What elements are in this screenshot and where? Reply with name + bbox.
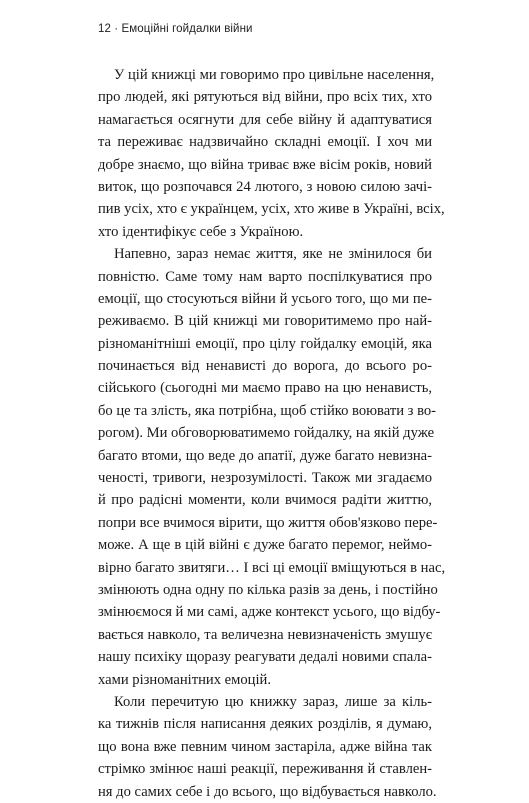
text-line: ня до самих себе і до всього, що відбувається навколо. (98, 783, 437, 800)
text-line: різноманітніші емоції, про цілу гойдалку емоцій, яка (98, 335, 432, 352)
text-line: змінюють одна одну по кілька разів за день, і постійно (98, 581, 438, 598)
text-line: реживаємо. В цій книжці ми говоритимемо про най- (98, 313, 432, 330)
text-line: бо це та злість, яка потрібна, щоб стійко воювати з во- (98, 402, 437, 419)
text-line: хами різноманітних емоцій. (98, 671, 271, 688)
text-line: нашу психіку щоразу реагувати дедалі новими спала- (98, 649, 432, 666)
text-line: сійського (сьогодні ми маємо право на цю ненависть, (98, 380, 432, 397)
text-line: добре знаємо, що війна триває вже вісім років, новий (98, 156, 432, 173)
text-line: Напевно, зараз немає життя, яке не змінилося би (114, 246, 432, 263)
text-line: вірно багато звитяги… І всі ці емоції вміщуються в нас, (98, 559, 446, 576)
text-line: ченості, тривоги, незрозумілості. Також ми згадаємо (98, 470, 432, 487)
text-line: може. А ще в цій війні є дуже багато перемог, неймо- (98, 537, 432, 554)
paragraph (98, 243, 446, 691)
text-line: попри все вчимося вірити, що життя обов'язково пере- (98, 514, 438, 531)
text-line: починається від ненависті до ворога, до всього ро- (98, 358, 432, 375)
running-title: Емоційні гойдалки війни (121, 23, 253, 35)
text-line: У цій книжці ми говоримо про цивільне населення, (114, 67, 435, 83)
paragraph (98, 691, 437, 803)
text-line: й про радісні моменти, коли вчимося радіти життю, (98, 492, 432, 509)
text-line: та переживає надзвичайно складні емоції. І хоч ми (98, 134, 432, 151)
text-line: пив усіх, хто є українцем, усіх, хто живе в Україні, всіх, (98, 201, 445, 218)
text-line: рогом). Ми обговорюватимемо гойдалку, на якій дуже (98, 425, 435, 442)
text-line: про людей, які рятуються від війни, про всіх тих, хто (98, 89, 432, 106)
text-line: багато втоми, що веде до апатії, дуже багато невизна- (98, 447, 432, 464)
text-line: змінюємося й ми самі, адже контекст усього, що відбу- (98, 604, 441, 621)
text-line: повністю. Саме тому нам варто поспілкуватися про (98, 268, 432, 285)
text-line: виток, що розпочався 24 лютого, з новою силою зачі- (98, 178, 432, 195)
page-number: 12 (98, 23, 111, 35)
body-text (98, 64, 446, 803)
text-line: Коли перечитую цю книжку зараз, лише за кіль- (114, 693, 432, 710)
text-line: хто ідентифікує себе з Україною. (98, 223, 304, 240)
text-line: що вона вже певним чином застаріла, адже війна так (98, 738, 432, 755)
text-line: ка тижнів після написання деяких розділів, я думаю, (98, 716, 432, 733)
text-line: емоції, що стосуються війни й усього того, що ми пе- (98, 290, 432, 307)
header-separator: · (114, 23, 119, 35)
text-line: стрімко змінює наші реакції, переживання й ставлен- (98, 761, 432, 778)
text-line: намагається осягнути для себе війну й адаптуватися (98, 111, 432, 128)
paragraph (98, 64, 445, 243)
running-head (98, 23, 253, 35)
text-line: вається навколо, та величезна невизначеність змушує (98, 626, 432, 643)
